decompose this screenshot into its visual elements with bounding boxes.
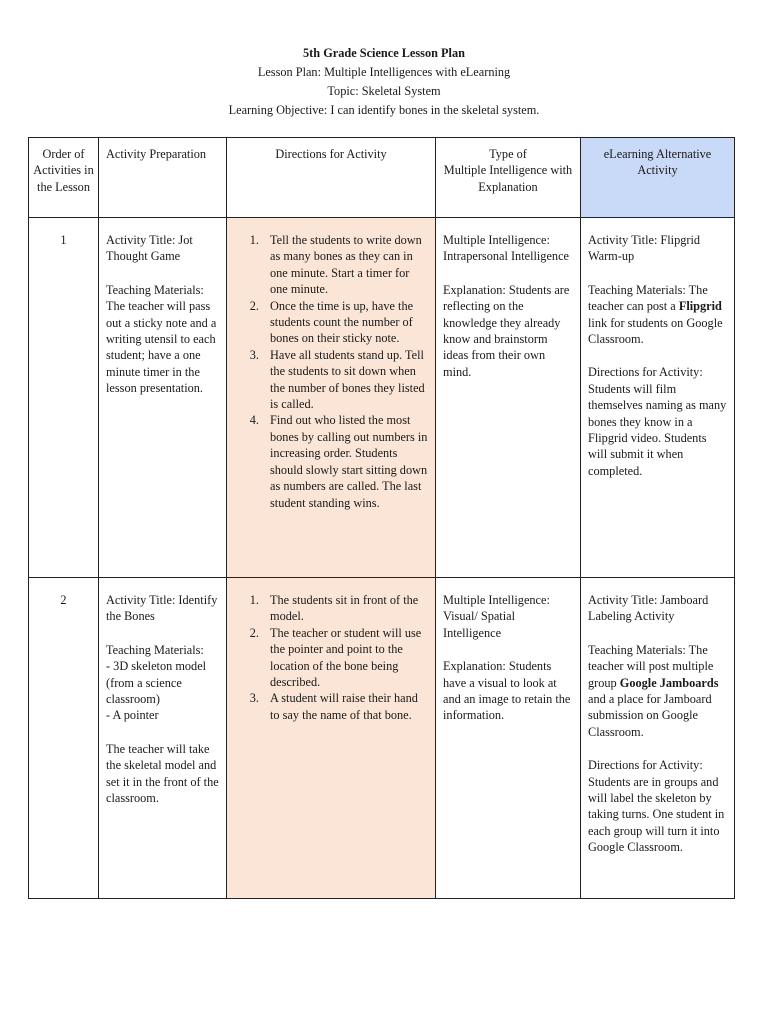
document-header: [0, 44, 768, 120]
intelligence-type: Multiple Intelligence: Intrapersonal Intelligence: [443, 233, 569, 264]
elearning-directions: Directions for Activity: Students are in groups and will label the skeleton by taking turns. One student in each group will turn it into Google Classroom.: [588, 758, 725, 855]
type-cell: [436, 218, 581, 578]
elearning-directions: Directions for Activity: Students will film themselves naming as many bones they know in a Flipgrid video. Students will submit it when completed.: [588, 365, 727, 478]
header-prep: Activity Preparation: [99, 138, 227, 218]
elearning-materials-post: link for students on Google Classroom.: [588, 315, 723, 347]
prep-title: Activity Title: Identify the Bones: [106, 593, 218, 624]
direction-item: 1. The students sit in front of the model.: [262, 592, 428, 625]
prep-cell: [99, 218, 227, 578]
direction-item: 2. Once the time is up, have the students count the number of bones on their sticky note.: [262, 298, 428, 347]
elearning-materials: [588, 642, 727, 740]
intelligence-explanation: Explanation: Students have a visual to look at and an image to retain the information.: [443, 659, 571, 723]
header-type-line2: Multiple Intelligence with Explanation: [443, 163, 573, 194]
header-type: [436, 138, 581, 218]
direction-item: 3. Have all students stand up. Tell the students to sit down when the number of bones they listed is called.: [262, 347, 428, 413]
header-elearning: eLearning Alternative Activity: [581, 138, 735, 218]
prep-materials: Teaching Materials: The teacher will pass out a sticky note and a writing utensil to each student; have a one minute timer in the lesson presentation.: [106, 282, 217, 396]
directions-list: [234, 592, 428, 723]
order-cell: 2: [29, 578, 99, 899]
elearning-materials-pre: Teaching Materials: The teacher can post a: [588, 282, 708, 314]
table-header-row: [29, 138, 735, 218]
lesson-plan-table: [28, 137, 735, 899]
directions-cell: [227, 218, 436, 578]
prep-material-item: - A pointer: [106, 708, 159, 723]
intelligence-type: Multiple Intelligence: Visual/ Spatial Intelligence: [443, 593, 550, 640]
prep-title: Activity Title: Jot Thought Game: [106, 233, 193, 264]
document-title: 5th Grade Science Lesson Plan: [303, 46, 465, 60]
direction-item: 3. A student will raise their hand to say the name of that bone.: [262, 690, 428, 723]
elearning-materials-post: and a place for Jamboard submission on Google Classroom.: [588, 692, 712, 739]
elearning-tool-name: Flipgrid: [678, 299, 722, 314]
intelligence-explanation: Explanation: Students are reflecting on the knowledge they already know and brainstorm ideas from their own mind.: [443, 282, 570, 379]
header-type-line1: Type of: [489, 147, 527, 161]
elearning-materials: [588, 282, 727, 348]
elearning-cell: [581, 578, 735, 899]
directions-list: [234, 232, 428, 511]
elearning-cell: [581, 218, 735, 578]
prep-cell: [99, 578, 227, 899]
type-cell: [436, 578, 581, 899]
elearning-title: Activity Title: Flipgrid Warm-up: [588, 233, 701, 264]
header-order: Order of Activities in the Lesson: [29, 138, 99, 218]
direction-item: 2. The teacher or student will use the pointer and point to the location of the bone being described.: [262, 625, 428, 691]
elearning-materials-pre: Teaching Materials: The teacher will post multiple group: [588, 642, 714, 690]
objective-line: Learning Objective: I can identify bones in the skeletal system.: [228, 103, 540, 117]
prep-material-item: - 3D skeleton model (from a science classroom): [106, 659, 207, 707]
order-cell: 1: [29, 218, 99, 578]
header-directions: Directions for Activity: [227, 138, 436, 218]
directions-cell: [227, 578, 436, 899]
topic-line: Topic: Skeletal System: [327, 84, 441, 98]
lesson-plan-line: Lesson Plan: Multiple Intelligences with eLearning: [257, 65, 511, 79]
prep-materials: Teaching Materials:: [106, 642, 204, 657]
table-row: [29, 218, 735, 578]
prep-note: The teacher will take the skeletal model and set it in the front of the classroom.: [106, 741, 219, 806]
direction-item: 1. Tell the students to write down as many bones as they can in one minute. Start a timer for one minute.: [262, 232, 428, 298]
elearning-tool-name: Google Jamboards: [619, 675, 719, 690]
table-row: [29, 578, 735, 899]
direction-item: 4. Find out who listed the most bones by calling out numbers in increasing order. Students should slowly start sitting down as numbers are called. The last student standing wins.: [262, 412, 428, 510]
elearning-title: Activity Title: Jamboard Labeling Activity: [588, 593, 709, 624]
